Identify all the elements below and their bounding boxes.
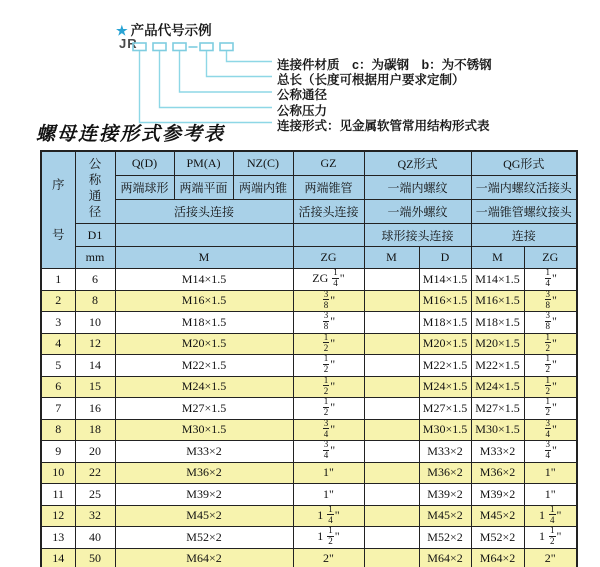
- col-header-seq-label: 序号: [51, 178, 65, 242]
- label-nominal-pressure: 公称压力: [277, 104, 328, 118]
- table-row: [41, 527, 577, 549]
- header-empty-gz: [293, 224, 364, 247]
- nut-connection-reference-table: [40, 150, 578, 567]
- table-cell: [364, 398, 419, 420]
- table-cell: M39×2: [471, 484, 524, 506]
- table-cell: 8: [75, 290, 115, 312]
- table-cell: $\frac{3}{8}$ ": [524, 290, 577, 312]
- table-cell: 6: [75, 269, 115, 291]
- header-qz-desc2: 一端外螺纹: [364, 200, 471, 224]
- col-header-pm: PM(A): [174, 151, 233, 176]
- table-cell: 1: [41, 269, 75, 291]
- header-qg-connection: 连接: [471, 224, 577, 247]
- header-empty-m: [115, 224, 293, 247]
- table-cell: 14: [75, 355, 115, 377]
- table-cell: 2: [41, 290, 75, 312]
- table-cell: 13: [41, 527, 75, 549]
- table-cell: [364, 462, 419, 484]
- table-cell: 12: [75, 333, 115, 355]
- table-cell: 1": [293, 462, 364, 484]
- table-cell: M27×1.5: [115, 398, 293, 420]
- table-cell: $\frac{3}{4}$ ": [524, 419, 577, 441]
- table-cell: $\frac{3}{4}$ ": [293, 441, 364, 463]
- table-body: [41, 269, 577, 567]
- table-cell: M18×1.5: [115, 312, 293, 334]
- header-qz-d: D: [419, 247, 471, 269]
- connector-line-material: [227, 51, 273, 62]
- table-cell: 1 $\frac{1}{4}$ ": [293, 505, 364, 527]
- table-cell: 2": [293, 548, 364, 567]
- header-d1: D1: [75, 224, 115, 247]
- table-cell: M20×1.5: [419, 333, 471, 355]
- header-qg-m: M: [471, 247, 524, 269]
- table-cell: M36×2: [115, 462, 293, 484]
- table-cell: 7: [41, 398, 75, 420]
- table-row: [41, 548, 577, 567]
- table-cell: M39×2: [419, 484, 471, 506]
- table-cell: [364, 419, 419, 441]
- table-cell: M14×1.5: [115, 269, 293, 291]
- col-header-qz-form: QZ形式: [364, 151, 471, 176]
- table-cell: M16×1.5: [419, 290, 471, 312]
- table-cell: $\frac{3}{8}$ ": [524, 312, 577, 334]
- table-row: [41, 505, 577, 527]
- table-row: [41, 462, 577, 484]
- table-row: [41, 376, 577, 398]
- header-qz-m: M: [364, 247, 419, 269]
- table-cell: 9: [41, 441, 75, 463]
- table-cell: 50: [75, 548, 115, 567]
- table-cell: $\frac{3}{4}$ ": [293, 419, 364, 441]
- col-header-seq: [41, 151, 75, 269]
- table-row: [41, 290, 577, 312]
- table-cell: M30×1.5: [471, 419, 524, 441]
- table-cell: [364, 527, 419, 549]
- table-cell: 40: [75, 527, 115, 549]
- col-header-q: Q(D): [115, 151, 174, 176]
- col-header-gz: GZ: [293, 151, 364, 176]
- table-cell: M52×2: [115, 527, 293, 549]
- table-cell: M64×2: [471, 548, 524, 567]
- table-cell: 15: [75, 376, 115, 398]
- table-cell: M64×2: [419, 548, 471, 567]
- header-zg-thread: ZG: [293, 247, 364, 269]
- table-cell: M27×1.5: [471, 398, 524, 420]
- table-cell: M22×1.5: [419, 355, 471, 377]
- table-row: [41, 269, 577, 291]
- code-box-4: [200, 43, 213, 51]
- table-cell: M39×2: [115, 484, 293, 506]
- table-cell: 22: [75, 462, 115, 484]
- product-code-prefix: JR: [119, 36, 138, 51]
- table-cell: M33×2: [419, 441, 471, 463]
- table-cell: 4: [41, 333, 75, 355]
- table-cell: [364, 269, 419, 291]
- table-title: 螺母连接形式参考表: [36, 124, 226, 145]
- header-qg-desc2: 一端锥管螺纹接头: [471, 200, 577, 224]
- table-cell: 11: [41, 484, 75, 506]
- table-cell: M36×2: [419, 462, 471, 484]
- table-row: [41, 355, 577, 377]
- header-gz-connection: 活接头连接: [293, 200, 364, 224]
- table-cell: M16×1.5: [115, 290, 293, 312]
- table-cell: 25: [75, 484, 115, 506]
- header-qg-zg: ZG: [524, 247, 577, 269]
- table-cell: M14×1.5: [419, 269, 471, 291]
- header-m-thread: M: [115, 247, 293, 269]
- table-cell: M22×1.5: [471, 355, 524, 377]
- table-cell: [364, 290, 419, 312]
- table-cell: M33×2: [115, 441, 293, 463]
- table-row: [41, 333, 577, 355]
- header-nz-desc: 两端内锥: [233, 176, 293, 200]
- table-cell: $\frac{1}{2}$ ": [293, 398, 364, 420]
- header-qz-connection: 球形接头连接: [364, 224, 471, 247]
- table-cell: M16×1.5: [471, 290, 524, 312]
- table-cell: [364, 312, 419, 334]
- table-cell: $\frac{1}{2}$ ": [293, 333, 364, 355]
- table-cell: 20: [75, 441, 115, 463]
- table-cell: M18×1.5: [419, 312, 471, 334]
- header-gz-desc: 两端锥管: [293, 176, 364, 200]
- table-cell: 10: [75, 312, 115, 334]
- table-cell: 16: [75, 398, 115, 420]
- table-row: [41, 398, 577, 420]
- table-cell: 2": [524, 548, 577, 567]
- table-cell: [364, 333, 419, 355]
- table-cell: M33×2: [471, 441, 524, 463]
- col-header-qg-form: QG形式: [471, 151, 577, 176]
- table-cell: 1 $\frac{1}{2}$ ": [293, 527, 364, 549]
- table-cell: 12: [41, 505, 75, 527]
- table-cell: M24×1.5: [419, 376, 471, 398]
- col-header-nz: NZ(C): [233, 151, 293, 176]
- table-cell: 3: [41, 312, 75, 334]
- connector-line-length: [207, 51, 273, 77]
- table-cell: 8: [41, 419, 75, 441]
- table-cell: 1 $\frac{1}{4}$ ": [524, 505, 577, 527]
- table-cell: 5: [41, 355, 75, 377]
- connector-line-pressure: [160, 51, 273, 108]
- table-cell: $\frac{1}{2}$ ": [293, 355, 364, 377]
- table-cell: M30×1.5: [419, 419, 471, 441]
- table-cell: $\frac{1}{2}$ ": [524, 333, 577, 355]
- table-cell: $\frac{1}{4}$ ": [524, 269, 577, 291]
- table-cell: 1 $\frac{1}{2}$ ": [524, 527, 577, 549]
- header-qg-desc: 一端内螺纹活接头: [471, 176, 577, 200]
- table-cell: M20×1.5: [115, 333, 293, 355]
- col-header-nominal-diameter: [75, 151, 115, 224]
- table-cell: 10: [41, 462, 75, 484]
- table-cell: M18×1.5: [471, 312, 524, 334]
- table-cell: 6: [41, 376, 75, 398]
- table-cell: 14: [41, 548, 75, 567]
- table-cell: [364, 505, 419, 527]
- table-cell: M45×2: [115, 505, 293, 527]
- header-q-desc: 两端球形: [115, 176, 174, 200]
- table-cell: M22×1.5: [115, 355, 293, 377]
- table-row: [41, 484, 577, 506]
- code-box-2: [153, 43, 166, 51]
- table-cell: ZG $\frac{1}{4}$ ": [293, 269, 364, 291]
- code-box-3: [173, 43, 186, 51]
- table-cell: [364, 441, 419, 463]
- table-cell: M24×1.5: [115, 376, 293, 398]
- table-cell: 32: [75, 505, 115, 527]
- table-cell: [364, 548, 419, 567]
- code-box-1: [133, 43, 146, 51]
- table-cell: $\frac{1}{2}$ ": [524, 355, 577, 377]
- table-cell: 1": [524, 462, 577, 484]
- table-row: [41, 441, 577, 463]
- table-row: [41, 419, 577, 441]
- header-qz-desc: 一端内螺纹: [364, 176, 471, 200]
- table-cell: M36×2: [471, 462, 524, 484]
- label-connector-material: 连接件材质 c：为碳钢 b：为不锈钢: [277, 58, 492, 72]
- header-union-connection: 活接头连接: [115, 200, 293, 224]
- table-cell: M27×1.5: [419, 398, 471, 420]
- table-cell: [364, 376, 419, 398]
- table-cell: M64×2: [115, 548, 293, 567]
- table-cell: M20×1.5: [471, 333, 524, 355]
- table-cell: M52×2: [471, 527, 524, 549]
- header-pm-desc: 两端平面: [174, 176, 233, 200]
- table-header: [41, 151, 577, 269]
- table-cell: M24×1.5: [471, 376, 524, 398]
- table-cell: 1": [524, 484, 577, 506]
- table-cell: 18: [75, 419, 115, 441]
- diagram-title-text: 产品代号示例: [130, 23, 212, 38]
- table-cell: M45×2: [471, 505, 524, 527]
- table-cell: [364, 355, 419, 377]
- table-cell: [364, 484, 419, 506]
- table-cell: M14×1.5: [471, 269, 524, 291]
- label-connection-form: 连接形式：见金属软管常用结构形式表: [277, 119, 490, 133]
- star-icon: ★: [116, 23, 128, 38]
- table-cell: $\frac{3}{4}$ ": [524, 441, 577, 463]
- table-cell: $\frac{3}{8}$ ": [293, 290, 364, 312]
- connector-line-diameter: [180, 51, 273, 92]
- table-cell: M52×2: [419, 527, 471, 549]
- code-box-5: [220, 43, 233, 51]
- table-cell: $\frac{3}{8}$ ": [293, 312, 364, 334]
- label-nominal-diameter: 公称通径: [277, 88, 328, 102]
- label-total-length: 总长（长度可根据用户要求定制）: [277, 73, 465, 87]
- table-cell: M45×2: [419, 505, 471, 527]
- header-mm: mm: [75, 247, 115, 269]
- table-cell: $\frac{1}{2}$ ": [524, 376, 577, 398]
- table-cell: M30×1.5: [115, 419, 293, 441]
- table-row: [41, 312, 577, 334]
- table-cell: $\frac{1}{2}$ ": [524, 398, 577, 420]
- table-cell: 1": [293, 484, 364, 506]
- table-cell: $\frac{1}{2}$ ": [293, 376, 364, 398]
- col-header-dn-label: 公称通径: [88, 156, 102, 219]
